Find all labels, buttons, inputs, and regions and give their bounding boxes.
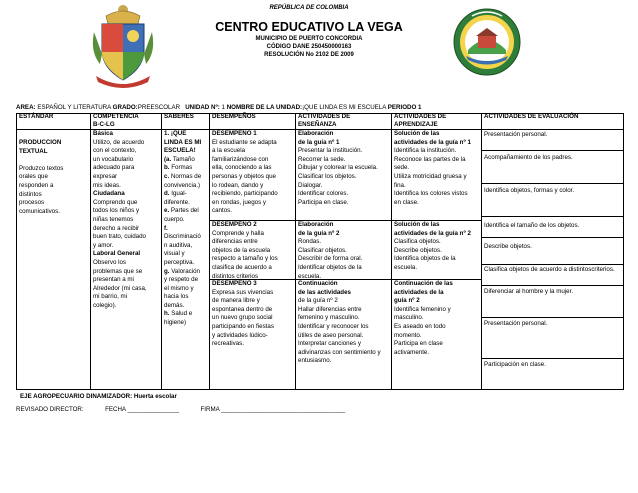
eval-divider-6	[481, 285, 624, 286]
footer-line	[16, 406, 345, 413]
cell-line: Dialogar.	[298, 181, 323, 189]
evaluacion-item	[484, 222, 579, 230]
cell-line: y actividades lúdico-	[212, 331, 268, 339]
cell-line: Identificar objetos de la	[298, 263, 362, 271]
cell-line: n auditiva,	[164, 241, 193, 249]
unidad-label: UNIDAD Nº:	[185, 104, 220, 111]
cell-line: participando en fiestas	[212, 322, 274, 330]
cell-line: femenino y masculino.	[298, 314, 360, 322]
cell-line: Interpretar canciones y	[298, 340, 361, 348]
cell-line: distintos	[19, 190, 42, 198]
cell-line: Elaboración	[298, 130, 334, 137]
revisado-label: REVISADO DIRECTOR:	[16, 406, 84, 413]
cell-line: Continuación	[298, 280, 338, 287]
cell-line: Identifica objetos, formas y color.	[484, 187, 575, 194]
col-divider-2	[161, 113, 162, 390]
municipality-label: MUNICIPIO DE PUERTO CONCORDIA	[255, 36, 363, 42]
header-desempenos: DESEMPEÑOS	[212, 113, 256, 120]
cell-line: fina.	[394, 181, 406, 189]
cell-line: Identificar colores.	[298, 190, 349, 198]
cell-line: Alrededor (mi casa,	[93, 284, 147, 292]
area-info-line	[16, 104, 421, 111]
cell-line: Discriminació	[164, 233, 201, 241]
grado-label: GRADO:	[112, 104, 138, 111]
cell-line: Recorrer la sede.	[298, 155, 346, 163]
cell-line: Presentación personal.	[484, 131, 548, 138]
cell-line: de la guía nº 1	[298, 138, 340, 146]
header-saberes: SABERES	[164, 113, 194, 120]
cell-line: e. Partes del	[164, 207, 199, 215]
cell-line: Solución de las	[394, 130, 440, 137]
cell-line: PRODUCCION	[19, 139, 62, 146]
cell-line: Identifica los colores vistos	[394, 190, 468, 198]
cell-line: cantos.	[212, 207, 232, 215]
cell-line: útiles de aseo personal.	[298, 331, 364, 339]
header-act-ensenanza: ACTIVIDADES DE ENSEÑANZA	[298, 113, 351, 128]
cell-line: (a. Tamaño	[164, 155, 195, 163]
cell-line: comunicativos.	[19, 207, 60, 215]
grado-value: PREESCOLAR	[137, 104, 181, 111]
cell-line: demás.	[164, 301, 185, 309]
cell-line: Rondas.	[298, 238, 322, 246]
cell-line: perceptiva.	[164, 258, 195, 266]
cell-line: Identificar y reconocer los	[298, 322, 369, 330]
nombre-value: ¡QUE LINDA ES MI ESCUELA	[302, 104, 387, 111]
cell-line: buen trato, cuidado	[93, 233, 146, 241]
center-name: CENTRO EDUCATIVO LA VEGA	[215, 20, 403, 34]
cell-line: en rondas, juegos y	[212, 198, 267, 206]
aprendizaje-2-cell	[394, 221, 471, 273]
evaluacion-item	[484, 243, 532, 251]
competencia-cell	[93, 130, 147, 310]
area-value: ESPAÑOL Y LITERATURA	[37, 104, 111, 111]
eje-agropecuario: EJE AGROPECUARIO DINAMIZADOR: Huerta escolar	[20, 393, 177, 400]
eval-divider-4	[481, 237, 624, 238]
school-seal-logo	[452, 6, 522, 78]
ensenanza-3-cell	[298, 280, 381, 366]
cell-line: distintos criterios	[212, 272, 259, 280]
cell-line: DESEMPEÑO 2	[212, 221, 257, 228]
cell-line: cuerpo.	[164, 215, 185, 223]
cell-line: Continuación de las	[394, 280, 453, 287]
evaluacion-item	[484, 320, 547, 328]
planning-table	[16, 113, 624, 390]
cell-line: momento.	[394, 331, 422, 339]
evaluacion-item	[484, 361, 546, 369]
cell-line: actividades de la guía nº 2	[394, 229, 471, 237]
cell-line: recreativas.	[212, 340, 244, 348]
cell-line: presentan a mi	[93, 276, 134, 284]
header-block	[178, 4, 440, 59]
cell-line: a la escuela	[212, 147, 246, 155]
cell-line: visual y	[164, 250, 185, 258]
cell-line: respecto a tamaño y los	[212, 255, 278, 263]
cell-line: DESEMPEÑO 1	[212, 130, 257, 137]
republic-label: REPÚBLICA DE COLOMBIA	[269, 5, 349, 11]
cell-line: Diferenciar al hombre y la mujer.	[484, 288, 574, 295]
eval-divider-2	[481, 183, 624, 184]
col-divider-6	[481, 113, 482, 390]
cell-line: Básica	[93, 130, 113, 137]
cell-line: Identifica el tamaño de los objetos.	[484, 222, 580, 229]
cell-line: Identifica femenino y	[394, 305, 451, 313]
evaluacion-item	[484, 131, 547, 139]
cell-line: lo rodean, dando y	[212, 181, 264, 189]
evaluacion-item	[484, 266, 615, 274]
eval-divider-5	[481, 264, 624, 265]
cell-line: Describe objetos.	[394, 246, 442, 254]
evaluacion-item	[484, 187, 574, 195]
cell-line: f.	[164, 224, 168, 232]
cell-line: y respeto de	[164, 276, 199, 284]
cell-line: Presentar la institución.	[298, 147, 363, 155]
cell-line: de la guía nº 2	[298, 297, 338, 305]
cell-line: Expresa sus vivencias	[212, 288, 274, 296]
cell-line: de las actividades	[298, 288, 351, 296]
cell-line: de la guía nº 2	[298, 229, 340, 237]
cell-line	[19, 156, 63, 165]
area-label: AREA:	[16, 104, 36, 111]
table-bottom-border	[16, 389, 624, 390]
saberes-cell	[164, 130, 201, 328]
cell-line: Participa en clase	[394, 340, 443, 348]
cell-line: adecuado para	[93, 164, 135, 172]
cell-line: criterios.	[591, 266, 615, 273]
cell-line: Es aseado en todo	[394, 322, 446, 330]
cell-line: actividades de la guía nº 1	[394, 138, 471, 146]
resolution-label: RESOLUCIÓN No 2102 DE 2009	[264, 52, 354, 58]
header-act-aprendizaje: ACTIVIDADES DE APRENDIZAJE	[394, 113, 447, 128]
ensenanza-2-cell	[298, 221, 362, 281]
cell-line: guía nº 2	[394, 297, 420, 305]
col-divider-7	[623, 113, 624, 390]
col-divider-3	[209, 113, 210, 390]
cell-line: Utilizo, de acuerdo	[93, 138, 145, 146]
col-divider-4	[295, 113, 296, 390]
header-estandar: ESTÁNDAR	[19, 113, 54, 120]
cell-line: Ciudadana	[93, 190, 125, 198]
cell-line: diferencias entre	[212, 238, 258, 246]
header-competencia: COMPETENCIA B-C-LG	[93, 113, 139, 128]
cell-line: Produzco textos	[19, 164, 64, 172]
cell-line: d. Igual-	[164, 190, 187, 198]
cell-line: Clasificar objetos.	[298, 246, 347, 254]
cell-line: Describe objetos.	[484, 243, 532, 250]
eval-divider-3	[481, 216, 624, 217]
cell-line: personas y objetos que	[212, 172, 276, 180]
firma-field[interactable]: FIRMA ____________________________________	[200, 406, 346, 413]
cell-line: con el contexto,	[93, 147, 137, 155]
cell-line: ella, conociendo a las	[212, 164, 272, 172]
cell-line: entusiasmo.	[298, 357, 332, 365]
ensenanza-1-cell	[298, 130, 378, 207]
cell-line: Laboral General	[93, 250, 141, 258]
cell-line: de manera libre y	[212, 297, 260, 305]
cell-line: sede.	[394, 164, 410, 172]
cell-line: mi barrio, mi	[93, 293, 128, 301]
cell-line: Describir de forma oral.	[298, 255, 363, 263]
cell-line: el mismo y	[164, 284, 194, 292]
cell-line: familiarizándose con	[212, 155, 269, 163]
cell-line: g. Valoración	[164, 267, 200, 275]
evaluacion-item	[484, 154, 573, 162]
col-divider-0	[16, 113, 17, 390]
cell-line: Utiliza motricidad gruesa y	[394, 172, 467, 180]
cell-line: higiene)	[164, 319, 187, 327]
cell-line: Clasificar los objetos.	[298, 172, 357, 180]
evaluacion-item	[484, 288, 573, 296]
eval-divider-7	[481, 317, 624, 318]
nombre-label: NOMBRE DE LA UNIDAD:	[226, 104, 303, 111]
cell-line: h. Salud e	[164, 310, 193, 318]
cell-line: espontanea dentro de	[212, 305, 273, 313]
fecha-field[interactable]: FECHA _______________	[105, 406, 180, 413]
cell-line: Comprende y halla	[212, 229, 264, 237]
cell-line: ESCUELA!	[164, 147, 196, 155]
cell-line: colegio).	[93, 301, 117, 309]
cell-line: DESEMPEÑO 3	[212, 280, 257, 287]
eval-divider-1	[481, 150, 624, 151]
cell-line: todos los niños y	[93, 207, 140, 215]
cell-line: un vocabulario	[93, 155, 134, 163]
cell-line: clasifica de acuerdo a	[212, 263, 272, 271]
cell-line: escuela.	[394, 263, 418, 271]
cell-line: LINDA ES MI	[164, 138, 202, 146]
cell-line: Identifica objetos de la	[394, 255, 456, 263]
cell-line: c. Normas de	[164, 172, 202, 180]
cell-line: Clasifica objetos de acuerdo a distintos	[484, 266, 592, 273]
cell-line: adivinanzas con sentimiento y	[298, 348, 381, 356]
col-divider-5	[391, 113, 392, 390]
cell-line: Acompañamiento de los padres.	[484, 154, 573, 161]
school-crest-logo	[92, 2, 154, 88]
cell-line: escuela.	[298, 272, 322, 280]
cell-line: derecho a recibir	[93, 224, 140, 232]
cell-line: Comprendo que	[93, 198, 138, 206]
aprendizaje-1-cell	[394, 130, 471, 207]
cell-line: El estudiante se adapta	[212, 138, 277, 146]
cell-line: responden a	[19, 181, 54, 189]
header-act-evaluacion: ACTIVIDADES DE EVALUACIÓN	[484, 113, 579, 120]
cell-line: y amor.	[93, 241, 114, 249]
eval-divider-8	[481, 358, 624, 359]
cell-line: diferente.	[164, 198, 190, 206]
cell-line: activamente.	[394, 348, 430, 356]
cell-line: un nuevo grupo social	[212, 314, 273, 322]
cell-line: actividades de la	[394, 288, 444, 296]
cell-line: Elaboración	[298, 221, 334, 228]
cell-line: Participación en clase.	[484, 361, 546, 368]
cell-line: TEXTUAL	[19, 147, 48, 155]
cell-line: procesos	[19, 199, 45, 207]
dane-code: CÓDIGO DANE 250450000163	[266, 44, 352, 50]
col-divider-1	[90, 113, 91, 390]
cell-line: mis ideas.	[93, 181, 121, 189]
periodo-label: PERIODO 1	[387, 104, 422, 111]
cell-line: niñas tenemos	[93, 215, 134, 223]
cell-line: hacia los	[164, 293, 189, 301]
cell-line: b. Formas	[164, 164, 193, 172]
cell-line: Presentación personal.	[484, 320, 548, 327]
cell-line: Reconoce las partes de la	[394, 155, 466, 163]
cell-line: expresar	[93, 172, 118, 180]
cell-line: problemas que se	[93, 267, 143, 275]
cell-line: masculino.	[394, 314, 424, 322]
cell-line: objetos de la escuela	[212, 246, 271, 254]
cell-line: Identifica la institución.	[394, 147, 457, 155]
desempeno-2-cell	[212, 221, 278, 281]
desempeno-1-cell	[212, 130, 278, 216]
cell-line: 1. ¡QUE	[164, 130, 187, 137]
cell-line: convivencia.)	[164, 181, 201, 189]
cell-line: recibiendo, participando	[212, 190, 278, 198]
cell-line: orales que	[19, 173, 48, 181]
cell-line: Solución de las	[394, 221, 440, 228]
cell-line: Participa en clase.	[298, 198, 349, 206]
aprendizaje-3-cell	[394, 280, 453, 357]
cell-line: Hallar diferencias entre	[298, 305, 362, 313]
cell-line: Observo los	[93, 258, 127, 266]
cell-line: Clasifica objetos.	[394, 238, 441, 246]
cell-line: Dibujar y colorear la escuela.	[298, 164, 378, 172]
desempeno-3-cell	[212, 280, 274, 349]
unidad-value: 1	[221, 104, 225, 111]
estandar-cell	[19, 139, 63, 216]
cell-line: en clase.	[394, 198, 419, 206]
